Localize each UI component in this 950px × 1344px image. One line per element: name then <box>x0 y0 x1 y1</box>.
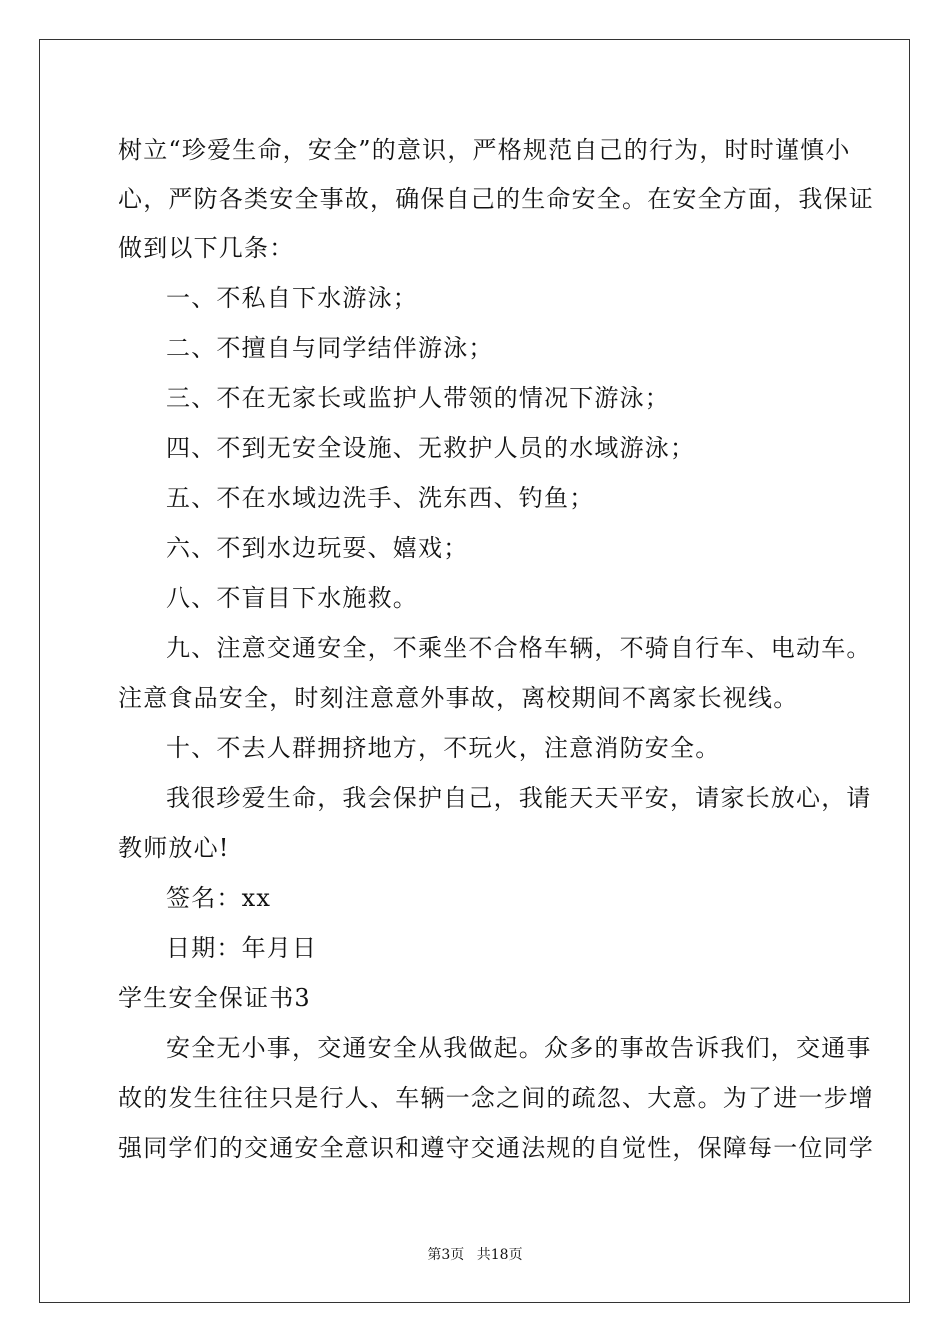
body-line: 心，严防各类安全事故，确保自己的生命安全。在安全方面，我保证 <box>118 185 874 213</box>
page-footer <box>0 1245 950 1265</box>
list-item: 九、注意交通安全，不乘坐不合格车辆，不骑自行车、电动车。 <box>166 634 872 662</box>
body-line: 故的发生往往只是行人、车辆一念之间的疏忽、大意。为了进一步增 <box>118 1084 874 1112</box>
list-item: 二、不擅自与同学结伴游泳； <box>166 334 494 362</box>
page-total: 共18页 <box>476 1247 523 1263</box>
list-item: 十、不去人群拥挤地方，不玩火，注意消防安全。 <box>166 734 721 762</box>
body-line: 教师放心! <box>118 834 230 862</box>
body-line: 强同学们的交通安全意识和遵守交通法规的自觉性，保障每一位同学 <box>118 1134 874 1162</box>
body-line: 我很珍爱生命，我会保护自己，我能天天平安，请家长放心，请 <box>166 784 872 812</box>
list-item: 三、不在无家长或监护人带领的情况下游泳； <box>166 384 670 412</box>
page-number: 第3页 <box>427 1247 465 1263</box>
signature-line: 签名：xx <box>166 884 272 912</box>
list-item: 六、不到水边玩耍、嬉戏； <box>166 534 469 562</box>
list-item: 一、不私自下水游泳； <box>166 284 418 312</box>
page-border <box>39 39 910 1303</box>
body-line: 做到以下几条： <box>118 234 295 262</box>
date-line: 日期：年月日 <box>166 934 318 962</box>
body-line: 树立“珍爱生命，安全”的意识，严格规范自己的行为，时时谨慎小 <box>118 136 851 164</box>
list-item: 五、不在水域边洗手、洗东西、钓鱼； <box>166 484 595 512</box>
list-item: 八、不盲目下水施救。 <box>166 584 418 612</box>
section-title: 学生安全保证书3 <box>118 984 311 1012</box>
body-line: 安全无小事，交通安全从我做起。众多的事故告诉我们，交通事 <box>166 1034 872 1062</box>
list-item: 四、不到无安全设施、无救护人员的水域游泳； <box>166 434 696 462</box>
body-line: 注意食品安全，时刻注意意外事故，离校期间不离家长视线。 <box>118 684 799 712</box>
